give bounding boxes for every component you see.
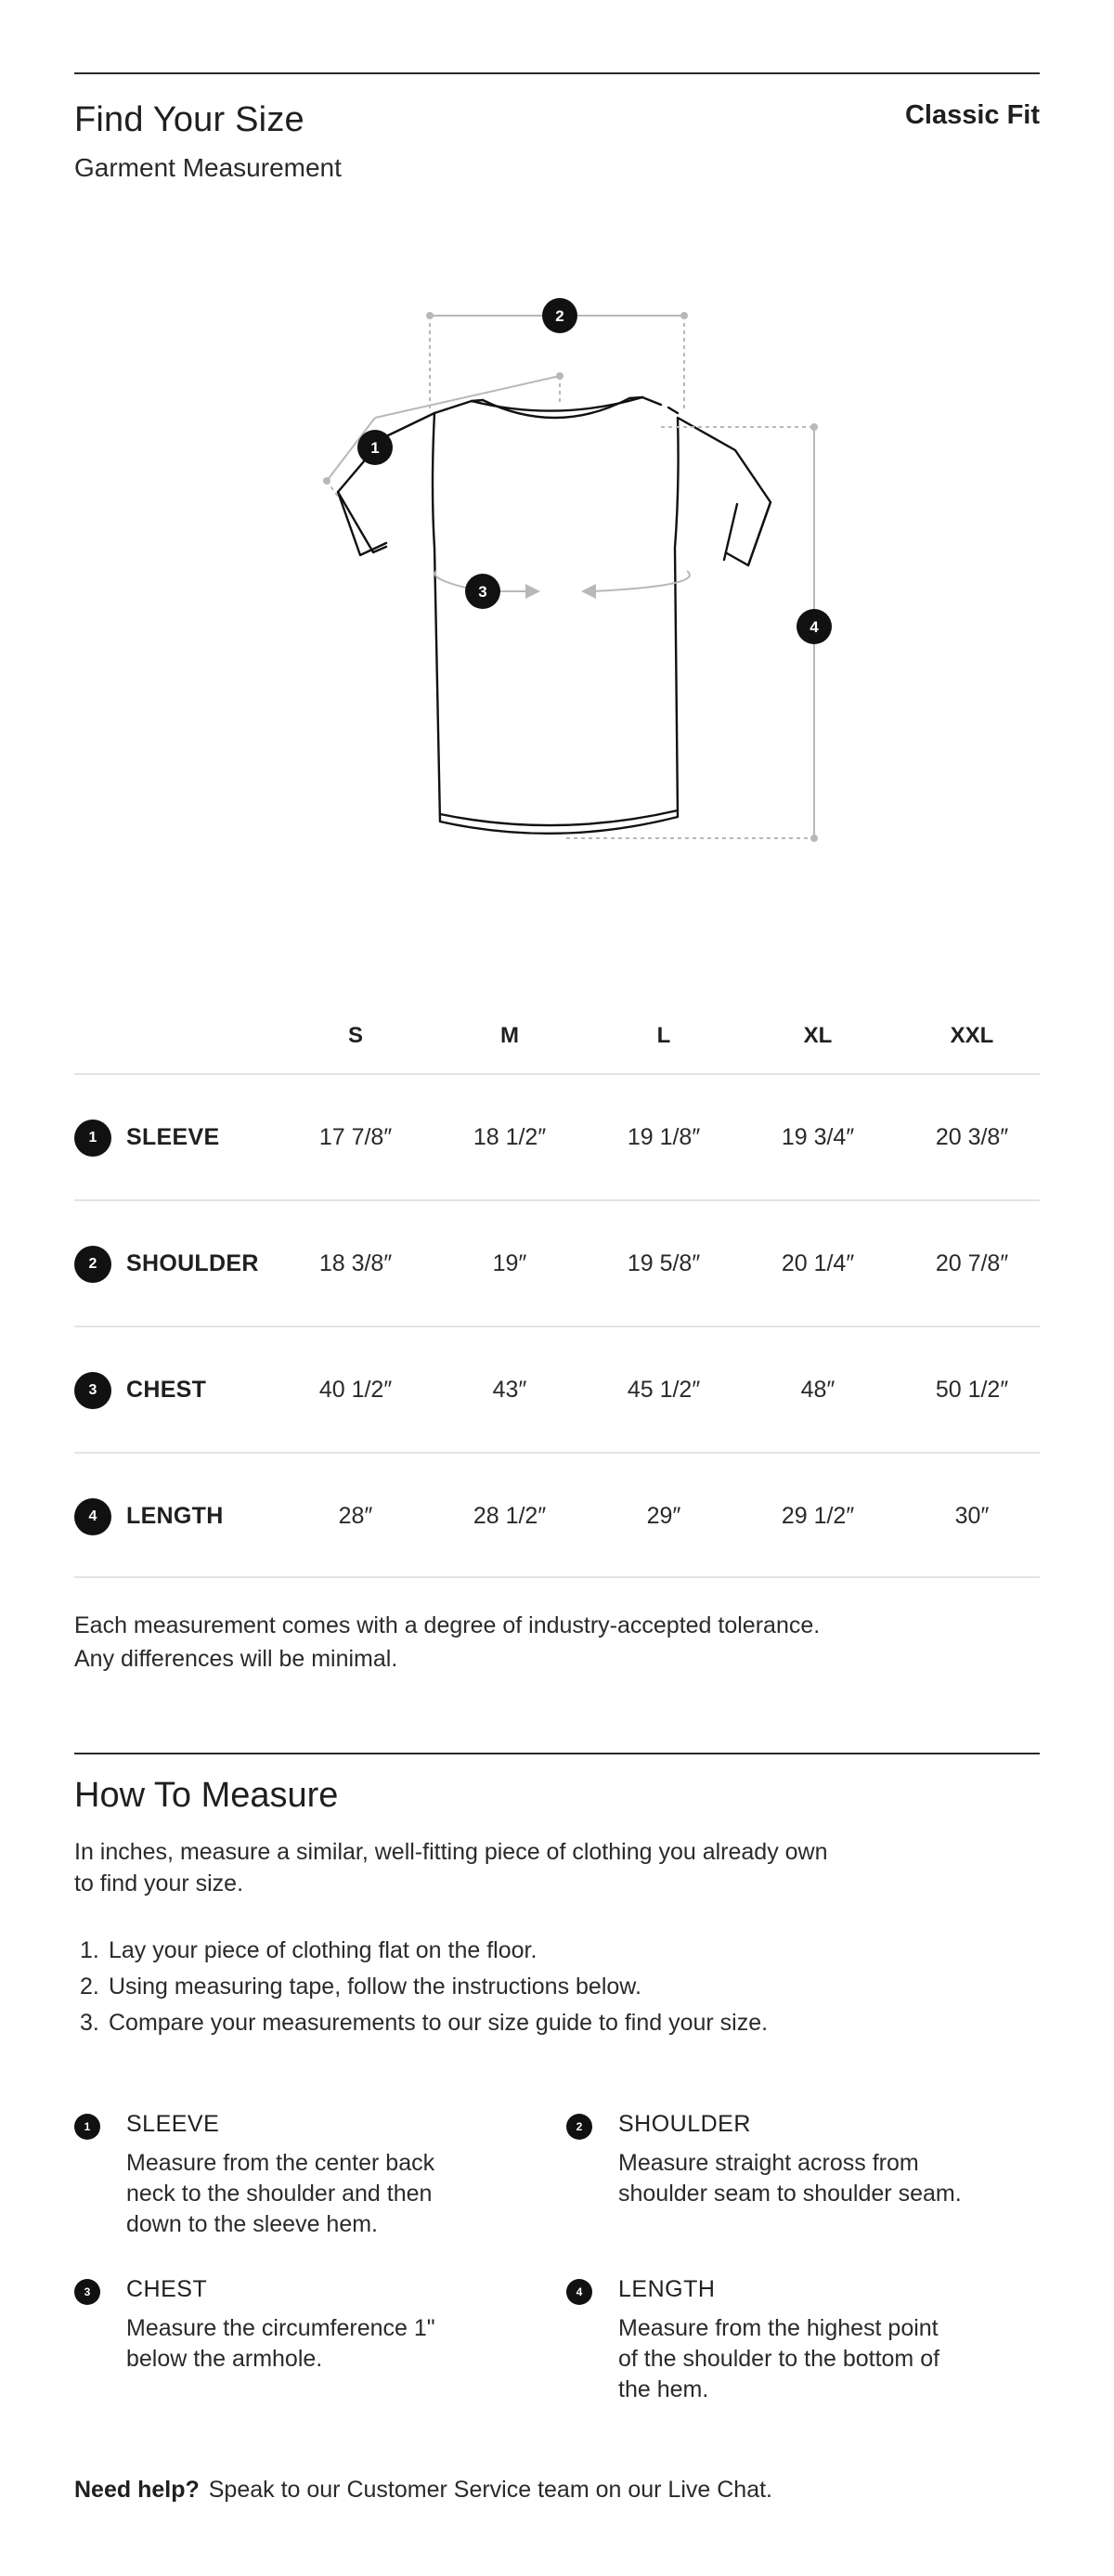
size-header-xxl: XXL [950,1023,994,1048]
tshirt-diagram [297,283,817,859]
step-number: 3. [80,2010,99,2036]
table-cell: 19 5/8″ [627,1250,701,1276]
svg-text:4: 4 [810,618,819,636]
intro-line: In inches, measure a similar, well-fitting piece of clothing you already own [74,1839,828,1865]
size-header-m: M [500,1023,519,1048]
steps-list [80,1933,768,2041]
guide-text-line: neck to the shoulder and then [126,2181,433,2207]
chest-arrow-left-icon [581,584,596,599]
guide-text [126,2148,479,2240]
guide-sleeve [74,2111,464,2250]
number-badge: 3 [74,2279,100,2305]
guide-text-line: the hem. [618,2376,709,2402]
number-badge: 1 [74,1120,111,1157]
tolerance-note-line: Each measurement comes with a degree of industry-accepted tolerance. [74,1612,821,1638]
row-label: SHOULDER [126,1250,259,1276]
table-cell: 20 7/8″ [935,1250,1009,1276]
how-to-measure-title: How To Measure [74,1776,339,1815]
row-label: CHEST [126,1377,207,1403]
guide-text-line: shoulder seam to shoulder seam. [618,2181,962,2207]
size-header-xl: XL [803,1023,833,1048]
table-cell: 48″ [800,1377,836,1403]
guide-text [618,2148,971,2209]
list-item [80,2005,768,2041]
table-cell: 30″ [954,1503,990,1529]
table-cell: 19 3/4″ [781,1124,855,1150]
guide-title: LENGTH [618,2276,716,2302]
guide-text [618,2313,971,2405]
number-badge: 3 [74,1372,111,1409]
number-badge: 4 [74,1498,111,1535]
step-text: Lay your piece of clothing flat on the floor. [109,1937,538,1963]
help-text: Speak to our Customer Service team on our Live Chat. [208,2477,772,2503]
fit-label: Classic Fit [904,100,1040,130]
help-label: Need help? [74,2477,200,2503]
table-cell: 20 3/8″ [935,1124,1009,1150]
table-cell: 19″ [492,1250,527,1276]
marker-2 [542,298,577,333]
page-title: Find Your Size [74,100,304,139]
row-label: SLEEVE [126,1124,220,1150]
step-number: 2. [80,1974,99,2000]
number-badge: 2 [566,2114,592,2140]
table-cell: 40 1/2″ [318,1377,393,1403]
size-header-s: S [347,1023,363,1048]
top-divider [74,72,1040,74]
help-line [74,2477,772,2504]
section-divider [74,1753,1040,1754]
table-cell: 20 1/4″ [781,1250,855,1276]
table-cell: 45 1/2″ [627,1377,701,1403]
guide-chest [74,2276,464,2388]
chest-arrow-right-icon [525,584,540,599]
page-subtitle: Garment Measurement [74,153,342,182]
table-cell: 18 3/8″ [318,1250,393,1276]
table-row-length [74,1452,1040,1578]
guide-text [126,2313,479,2375]
tshirt-outline [338,397,771,834]
guide-text-line: down to the sleeve hem. [126,2211,378,2237]
number-badge: 1 [74,2114,100,2140]
size-table-header [74,1012,1040,1073]
guide-text-line: Measure the circumference 1" [126,2315,435,2341]
list-item [80,1969,768,2005]
guide-shoulder [566,2111,962,2250]
svg-text:1: 1 [370,439,380,457]
size-header-l: L [656,1023,671,1048]
size-table [74,1012,1040,1578]
intro-line: to find your size. [74,1871,244,1896]
guide-title: SHOULDER [618,2111,751,2137]
guide-text-line: below the armhole. [126,2346,323,2372]
table-cell: 28″ [338,1503,373,1529]
guide-text-line: Measure from the highest point [618,2315,939,2341]
step-number: 1. [80,1937,99,1963]
table-cell: 29″ [646,1503,681,1529]
guide-text-line: of the shoulder to the bottom of [618,2346,940,2372]
marker-1 [357,430,393,465]
guide-endpoints [323,312,818,842]
table-cell: 29 1/2″ [781,1503,855,1529]
table-row-chest [74,1326,1040,1452]
step-text: Compare your measurements to our size guide to find your size. [109,2010,769,2036]
measurement-guides [327,316,814,838]
table-cell: 18 1/2″ [473,1124,547,1150]
number-badge: 4 [566,2279,592,2305]
table-row-sleeve [74,1073,1040,1199]
guide-title: SLEEVE [126,2111,220,2137]
row-label: LENGTH [126,1503,224,1529]
guide-text-line: Measure from the center back [126,2150,435,2176]
table-cell: 19 1/8″ [627,1124,701,1150]
marker-3 [465,574,500,609]
tolerance-note [74,1609,820,1676]
number-badge: 2 [74,1246,111,1283]
how-to-intro [74,1836,910,1899]
guide-text-line: Measure straight across from [618,2150,919,2176]
table-row-shoulder [74,1199,1040,1326]
marker-4 [797,609,832,644]
svg-text:3: 3 [478,583,487,601]
table-cell: 50 1/2″ [935,1377,1009,1403]
list-item [80,1933,768,1969]
svg-text:2: 2 [555,307,564,325]
table-cell: 17 7/8″ [318,1124,393,1150]
guide-length [566,2276,956,2415]
guide-title: CHEST [126,2276,208,2302]
step-text: Using measuring tape, follow the instructions below. [109,1974,641,2000]
table-cell: 28 1/2″ [473,1503,547,1529]
table-cell: 43″ [492,1377,527,1403]
tolerance-note-line: Any differences will be minimal. [74,1646,398,1672]
